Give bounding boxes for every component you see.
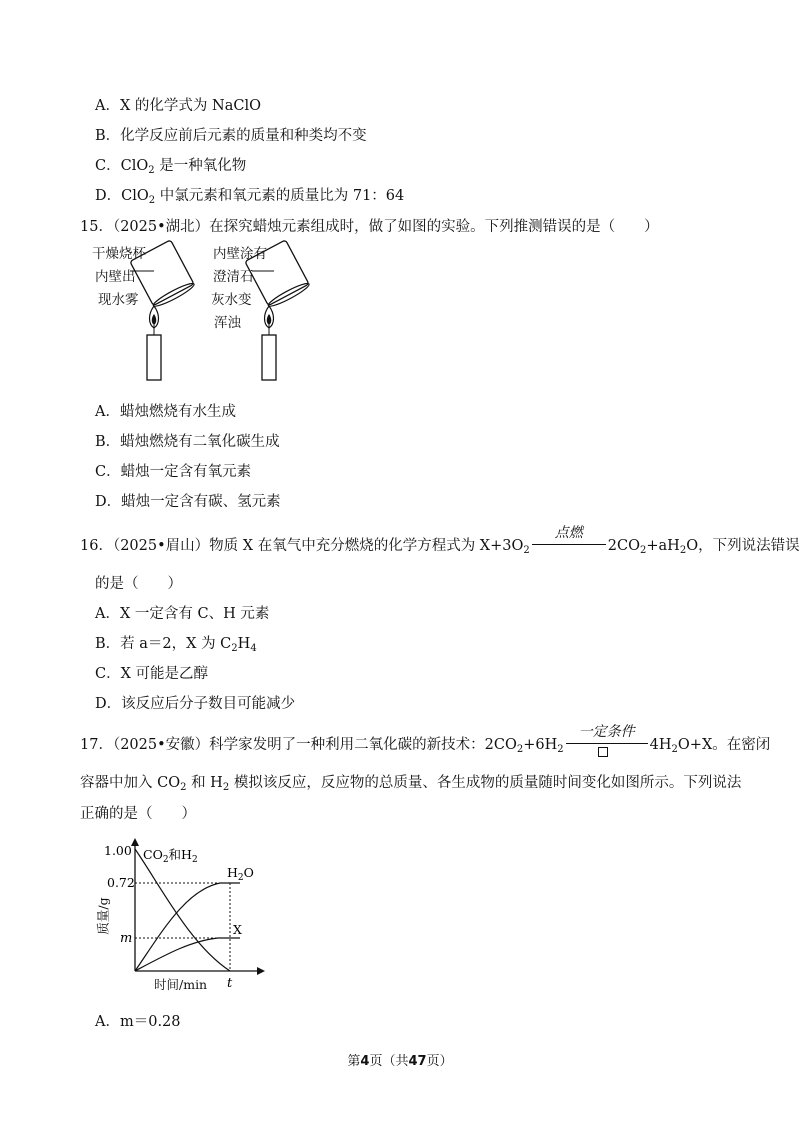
y-axis-label: 质量/g	[95, 897, 111, 935]
reaction-condition: 点燃	[530, 532, 608, 552]
q14-option-a: A．X 的化学式为 NaClO	[95, 98, 261, 114]
q17-chart	[90, 835, 270, 995]
fig-left-label-2: 内壁出	[95, 269, 136, 285]
q16-option-d: D．该反应后分子数目可能减少	[95, 696, 296, 712]
q14-option-d: D．ClO$_2$ 中氯元素和氧元素的质量比为 71：64	[95, 188, 405, 206]
fig-right-label-3: 灰水变	[211, 292, 252, 308]
q15-option-b: B．蜡烛燃烧有二氧化碳生成	[95, 434, 280, 450]
q16-option-a: A．X 一定含有 C、H 元素	[95, 606, 270, 622]
q15-option-d: D．蜡烛一定含有碳、氢元素	[95, 494, 281, 510]
y-axis-arrow-icon	[131, 838, 139, 846]
y-tick-072: 0.72	[107, 875, 135, 890]
fig-right-label-2: 澄清石	[213, 269, 254, 285]
mass-time-chart	[90, 835, 270, 995]
left-candle	[147, 335, 161, 380]
series-label-h2o: $H_2O$	[227, 865, 254, 883]
q16-stem: 16．（2025•眉山）物质 X 在氧气中充分燃烧的化学方程式为 $X+3O_2$ 点燃 $2CO_2+aH_2O$，下列说法错误	[80, 525, 800, 556]
series-reactants	[135, 849, 230, 971]
q15-option-a: A．蜡烛燃烧有水生成	[95, 404, 236, 420]
q16-option-c: C．X 可能是乙醇	[95, 666, 209, 682]
x-tick-t: t	[227, 976, 233, 991]
q17-stem-line3: 正确的是（ ）	[80, 806, 196, 822]
fig-right-label-1: 内壁涂有	[213, 246, 267, 262]
page-footer: 第4页（共47页）	[347, 1054, 453, 1069]
q16-stem-cont: 的是（ ）	[95, 576, 182, 592]
fig-left-label-3: 现水雾	[98, 292, 139, 308]
q17-stem: 17．（2025•安徽）科学家发明了一种利用二氧化碳的新技术：$2CO_2+6H_2$ 一定条件 $4H_2O+X$。在密闭	[80, 724, 771, 755]
right-candle	[262, 335, 276, 380]
q17-option-a: A．m＝0.28	[95, 1014, 181, 1030]
q17-stem-line2: 容器中加入 $CO_2$ 和 $H_2$ 模拟该反应，反应物的总质量、各生成物的质量随时间变化如图所示。下列说法	[80, 775, 742, 793]
reaction-condition-2: 一定条件	[564, 731, 650, 751]
series-label-reactants: $CO_2$和$H_2$	[143, 847, 198, 865]
fig-left-label-1: 干燥烧杯	[92, 246, 146, 262]
x-axis-label: 时间/min	[154, 977, 208, 992]
y-tick-100: 1.00	[104, 843, 132, 858]
q15-stem: 15．（2025•湖北）在探究蜡烛元素组成时，做了如图的实验。下列推测错误的是（ ）	[80, 219, 659, 235]
q14-option-c: C．ClO$_2$ 是一种氧化物	[95, 158, 247, 176]
series-h2o	[135, 883, 240, 971]
x-axis-arrow-icon	[257, 967, 265, 975]
q16-option-b: B．若 a＝2，X 为 $C_2H_4$	[95, 636, 257, 654]
fig-right-label-4: 浑浊	[214, 315, 241, 331]
series-x	[135, 938, 240, 971]
y-tick-m: m	[120, 931, 133, 946]
q15-option-c: C．蜡烛一定含有氧元素	[95, 464, 252, 480]
q14-option-b: B．化学反应前后元素的质量和种类均不变	[95, 128, 367, 144]
series-label-x: X	[233, 922, 242, 937]
